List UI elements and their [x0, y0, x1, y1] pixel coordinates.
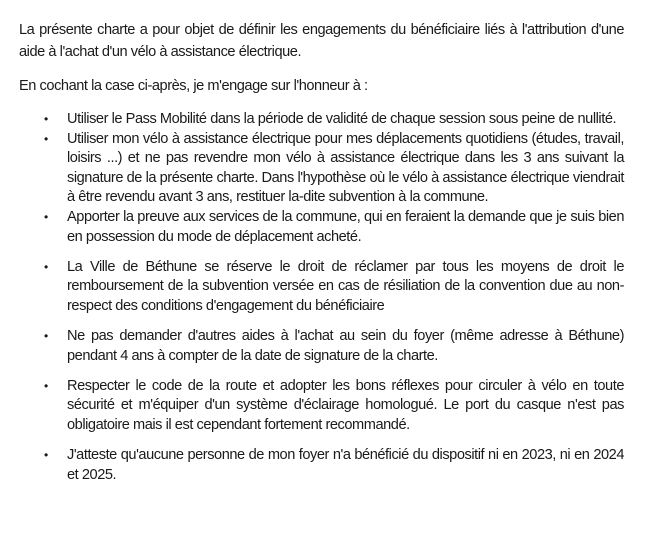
bullet-icon: • — [44, 209, 48, 224]
list-item-text: Respecter le code de la route et adopter les bons réflexes pour circuler à vélo en toute sécurité et m'équiper d'un système d'éclairage homologué. Le port du casque n'est pas obligatoire mais il est cependant fortement recommandé. — [67, 377, 624, 433]
bullet-icon: • — [44, 328, 48, 343]
list-item — [44, 110, 624, 130]
list-item-text: Ne pas demander d'autres aides à l'achat au sein du foyer (même adresse à Béthune) pendant 4 ans à compter de la date de signature de la charte. — [67, 327, 624, 364]
list-item-text: J'atteste qu'aucune personne de mon foyer n'a bénéficié du dispositif ni en 2023, ni en 2024 et 2025. — [67, 446, 624, 483]
list-item — [44, 377, 624, 436]
list-item — [44, 258, 624, 317]
list-item — [44, 327, 624, 366]
commitment-list — [19, 110, 624, 485]
list-item — [44, 208, 624, 247]
bullet-icon: • — [44, 112, 48, 126]
bullet-icon: • — [44, 447, 48, 462]
list-item-text: Utiliser le Pass Mobilité dans la période de validité de chaque session sous peine de nullité. — [67, 111, 617, 127]
list-item-text: La Ville de Béthune se réserve le droit de réclamer par tous les moyens de droit le remboursement de la subvention versée en cas de résiliation de la convention due au non-respect des conditions d'engagement du bénéficiaire — [67, 258, 624, 314]
list-item — [44, 130, 624, 208]
bullet-icon: • — [44, 131, 48, 146]
list-item — [44, 446, 624, 485]
list-item-text: Utiliser mon vélo à assistance électrique pour mes déplacements quotidiens (études, travail, loisirs ...) et ne pas revendre mon vélo à assistance électrique dans les 3 ans suivant la signature de la présente charte. Dans l'hypothèse où le vélo à assistance électrique viendrait à être revendu avant 3 ans, restituer la-dite subvention à la commune. — [67, 130, 624, 206]
bullet-icon: • — [44, 259, 48, 274]
commitment-lead: En cochant la case ci-après, je m'engage sur l'honneur à : — [19, 78, 368, 94]
intro-paragraph: La présente charte a pour objet de définir les engagements du bénéficiaire liés à l'attribution d'une aide à l'achat d'un vélo à assistance électrique. — [19, 22, 624, 60]
list-item-text: Apporter la preuve aux services de la commune, qui en feraient la demande que je suis bien en possession du mode de déplacement acheté. — [67, 208, 624, 245]
bullet-icon: • — [44, 378, 48, 393]
